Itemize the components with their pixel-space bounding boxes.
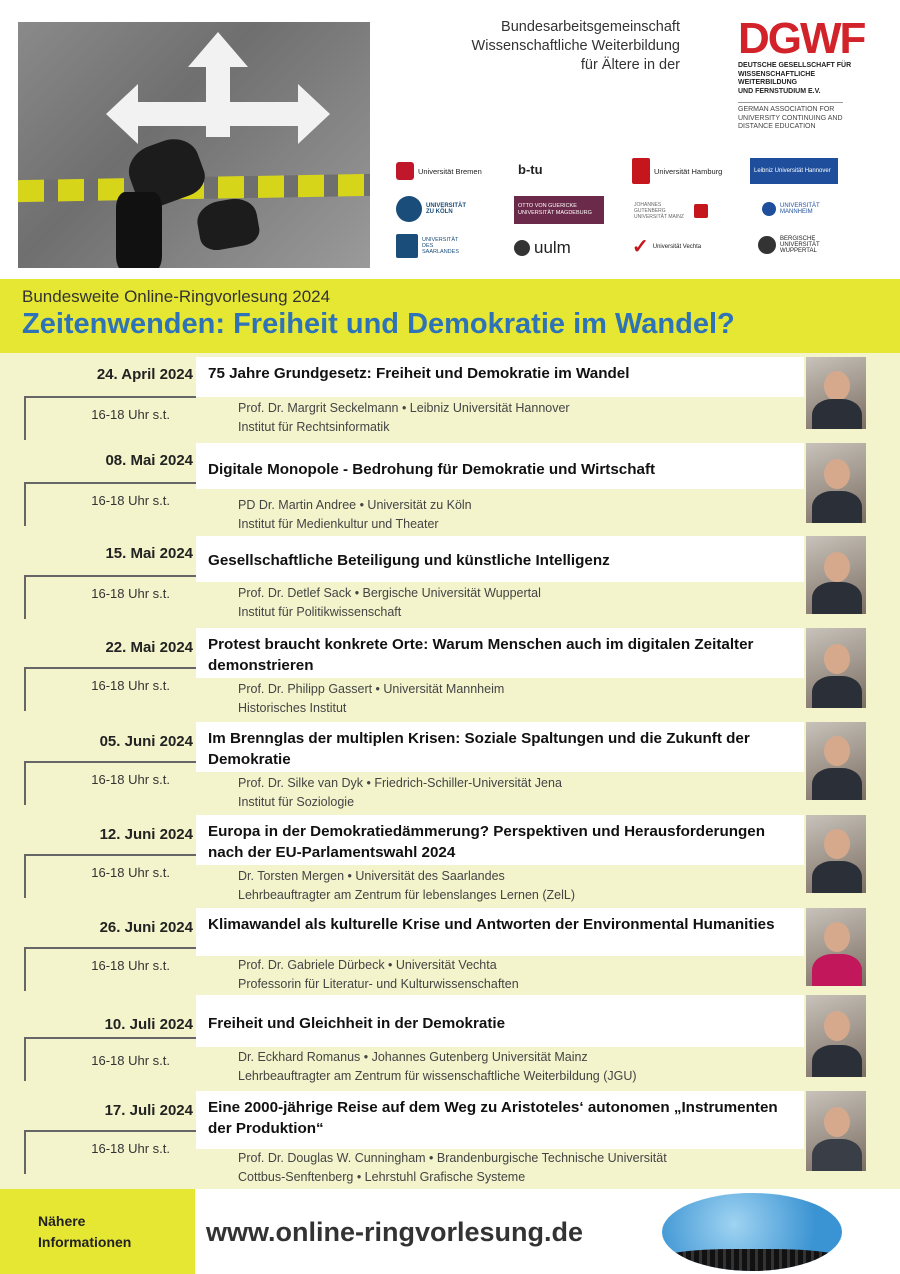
dgwf-name-en-line: DISTANCE EDUCATION: [738, 123, 816, 130]
session-speaker: Prof. Dr. Silke van Dyk • Friedrich-Schiller-Universität Jena: [238, 776, 562, 790]
university-logos: [396, 158, 846, 268]
footer: [0, 1189, 900, 1274]
session-time: 16-18 Uhr s.t.: [91, 586, 170, 601]
dgwf-name-en-line: UNIVERSITY CONTINUING AND: [738, 114, 843, 122]
session-speaker: Dr. Eckhard Romanus • Johannes Gutenberg Universität Mainz: [238, 1050, 588, 1064]
session-institute: Institut für Rechtsinformatik: [238, 420, 390, 434]
speaker-photo: [806, 443, 866, 523]
more-info-line: Nähere: [38, 1213, 86, 1229]
session-speaker: Prof. Dr. Margrit Seckelmann • Leibniz Universität Hannover: [238, 401, 570, 415]
uni-mannheim-icon: [762, 202, 776, 216]
session-date: 08. Mai 2024: [105, 452, 193, 469]
session-institute: Lehrbeauftragter am Zentrum für wissenschaftliche Weiterbildung (JGU): [238, 1069, 637, 1083]
uni-logo-bremen: Universität Bremen: [396, 162, 482, 180]
speaker-photo: [806, 995, 866, 1077]
session-institute: Cottbus-Senftenberg • Lehrstuhl Grafische Systeme: [238, 1170, 526, 1184]
session-title: 75 Jahre Grundgesetz: Freiheit und Demokratie im Wandel: [208, 365, 630, 382]
uni-logo-mannheim: UNIVERSITÄT MANNHEIM: [762, 202, 846, 216]
session-date: 26. Juni 2024: [99, 919, 193, 936]
direction-arrows-icon: [98, 22, 338, 172]
website-link[interactable]: www.online-ringvorlesung.de: [206, 1217, 584, 1247]
session-date: 10. Juli 2024: [104, 1016, 193, 1033]
speaker-photo: [806, 815, 866, 893]
session-time: 16-18 Uhr s.t.: [91, 678, 170, 693]
session-title: Protest braucht konkrete Orte: Warum Menschen auch im digitalen Zeitalter demonstrieren: [208, 636, 754, 674]
uni-logo-mainz: JOHANNES GUTENBERG UNIVERSITÄT MAINZ: [634, 202, 708, 220]
session-time: 16-18 Uhr s.t.: [91, 1053, 170, 1068]
session-time: 16-18 Uhr s.t.: [91, 865, 170, 880]
session-title: Eine 2000-jährige Reise auf dem Weg zu Aristoteles‘ autonomen „Instrumenten der Produktion“: [208, 1099, 778, 1137]
session-date: 12. Juni 2024: [99, 826, 193, 843]
uni-ulm-icon: [514, 240, 530, 256]
uni-koeln-seal-icon: [396, 196, 422, 222]
dgwf-wordmark: DGWF: [738, 14, 865, 63]
session-date: 22. Mai 2024: [105, 639, 193, 656]
association-text: [472, 18, 680, 75]
uni-logo-koeln: UNIVERSITÄT ZU KÖLN: [396, 196, 472, 222]
session-title: Gesellschaftliche Beteiligung und künstliche Intelligenz: [208, 552, 610, 569]
uni-logo-btu: b-tu: [518, 162, 543, 177]
association-line: für Ältere in der: [580, 57, 680, 73]
more-info-label: [38, 1211, 131, 1253]
session-date: 15. Mai 2024: [105, 545, 193, 562]
series-subtitle: Bundesweite Online-Ringvorlesung 2024: [22, 287, 331, 306]
speaker-photo: [806, 357, 866, 429]
series-title: Zeitenwenden: Freiheit und Demokratie im Wandel?: [22, 308, 735, 340]
dgwf-name: [738, 62, 858, 96]
uni-hamburg-icon: [632, 158, 650, 184]
session-institute: Institut für Politikwissenschaft: [238, 605, 402, 619]
session-title: Digitale Monopole - Bedrohung für Demokratie und Wirtschaft: [208, 461, 656, 478]
globe-crowd-icon: [662, 1193, 842, 1271]
uni-logo-hannover: Leibniz Universität Hannover: [750, 158, 838, 184]
uni-logo-hamburg: Universität Hamburg: [632, 158, 722, 184]
uni-bremen-icon: [396, 162, 414, 180]
uni-logo-magdeburg: OTTO VON GUERICKE UNIVERSITÄT MAGDEBURG: [514, 196, 604, 224]
session-institute: Historisches Institut: [238, 701, 347, 715]
uni-logo-wuppertal: BERGISCHE UNIVERSITÄT WUPPERTAL: [758, 236, 844, 254]
session-time: 16-18 Uhr s.t.: [91, 958, 170, 973]
session-date: 05. Juni 2024: [99, 733, 193, 750]
uni-vechta-check-icon: ✓: [632, 236, 649, 258]
session-title: Im Brennglas der multiplen Krisen: Soziale Spaltungen und die Zukunft der Demokratie: [208, 730, 750, 768]
dgwf-name-en: [738, 102, 843, 132]
session-speaker: Prof. Dr. Philipp Gassert • Universität Mannheim: [238, 682, 505, 696]
uni-saarland-icon: [396, 234, 418, 258]
uni-mainz-icon: [694, 204, 708, 218]
session-date: 17. Juli 2024: [104, 1102, 193, 1119]
session-title: Europa in der Demokratiedämmerung? Perspektiven und Herausforderungen nach der EU-Parlamentswahl 2024: [208, 823, 765, 861]
association-line: Wissenschaftliche Weiterbildung: [471, 38, 680, 54]
session-speaker: Prof. Dr. Douglas W. Cunningham • Brandenburgische Technische Universität: [238, 1151, 667, 1165]
session-institute: Institut für Medienkultur und Theater: [238, 517, 439, 531]
session-speaker: Dr. Torsten Mergen • Universität des Saarlandes: [238, 869, 505, 883]
dgwf-name-en-line: GERMAN ASSOCIATION FOR: [738, 106, 835, 113]
uni-wuppertal-icon: [758, 236, 776, 254]
speaker-photo: [806, 628, 866, 708]
dgwf-name-line: WISSENSCHAFTLICHE WEITERBILDUNG: [738, 70, 815, 86]
session-title: Freiheit und Gleichheit in der Demokratie: [208, 1015, 506, 1032]
header-photo-crossroads: [18, 22, 370, 268]
session-institute: Lehrbeauftragter am Zentrum für lebenslanges Lernen (ZelL): [238, 888, 575, 902]
uni-logo-vechta: ✓ Universität Vechta: [632, 236, 702, 258]
speaker-photo: [806, 536, 866, 614]
more-info-line: Informationen: [38, 1234, 132, 1250]
session-institute: Institut für Soziologie: [238, 795, 355, 809]
session-speaker: Prof. Dr. Detlef Sack • Bergische Universität Wuppertal: [238, 586, 541, 600]
dgwf-name-line: UND FERNSTUDIUM E.V.: [738, 87, 821, 95]
session-institute: Professorin für Literatur- und Kulturwissenschaften: [238, 977, 519, 991]
session-speaker: Prof. Dr. Gabriele Dürbeck • Universität Vechta: [238, 958, 497, 972]
speaker-photo: [806, 722, 866, 800]
session-time: 16-18 Uhr s.t.: [91, 1141, 170, 1156]
session-time: 16-18 Uhr s.t.: [91, 407, 170, 422]
association-line: Bundesarbeitsgemeinschaft: [501, 19, 680, 35]
dgwf-logo: [738, 14, 865, 132]
dgwf-name-line: DEUTSCHE GESELLSCHAFT FÜR: [738, 62, 852, 69]
session-speaker: PD Dr. Martin Andree • Universität zu Köln: [238, 498, 472, 512]
session-time: 16-18 Uhr s.t.: [91, 772, 170, 787]
session-title: Klimawandel als kulturelle Krise und Antworten der Environmental Humanities: [208, 916, 775, 933]
session-time: 16-18 Uhr s.t.: [91, 493, 170, 508]
footer-info-box: [0, 1189, 195, 1274]
title-band: [0, 279, 900, 353]
uni-logo-ulm: uulm: [514, 238, 571, 258]
speaker-photo: [806, 1091, 866, 1171]
speaker-photo: [806, 908, 866, 986]
uni-logo-saarland: UNIVERSITÄT DES SAARLANDES: [396, 234, 462, 258]
session-date: 24. April 2024: [96, 366, 193, 383]
